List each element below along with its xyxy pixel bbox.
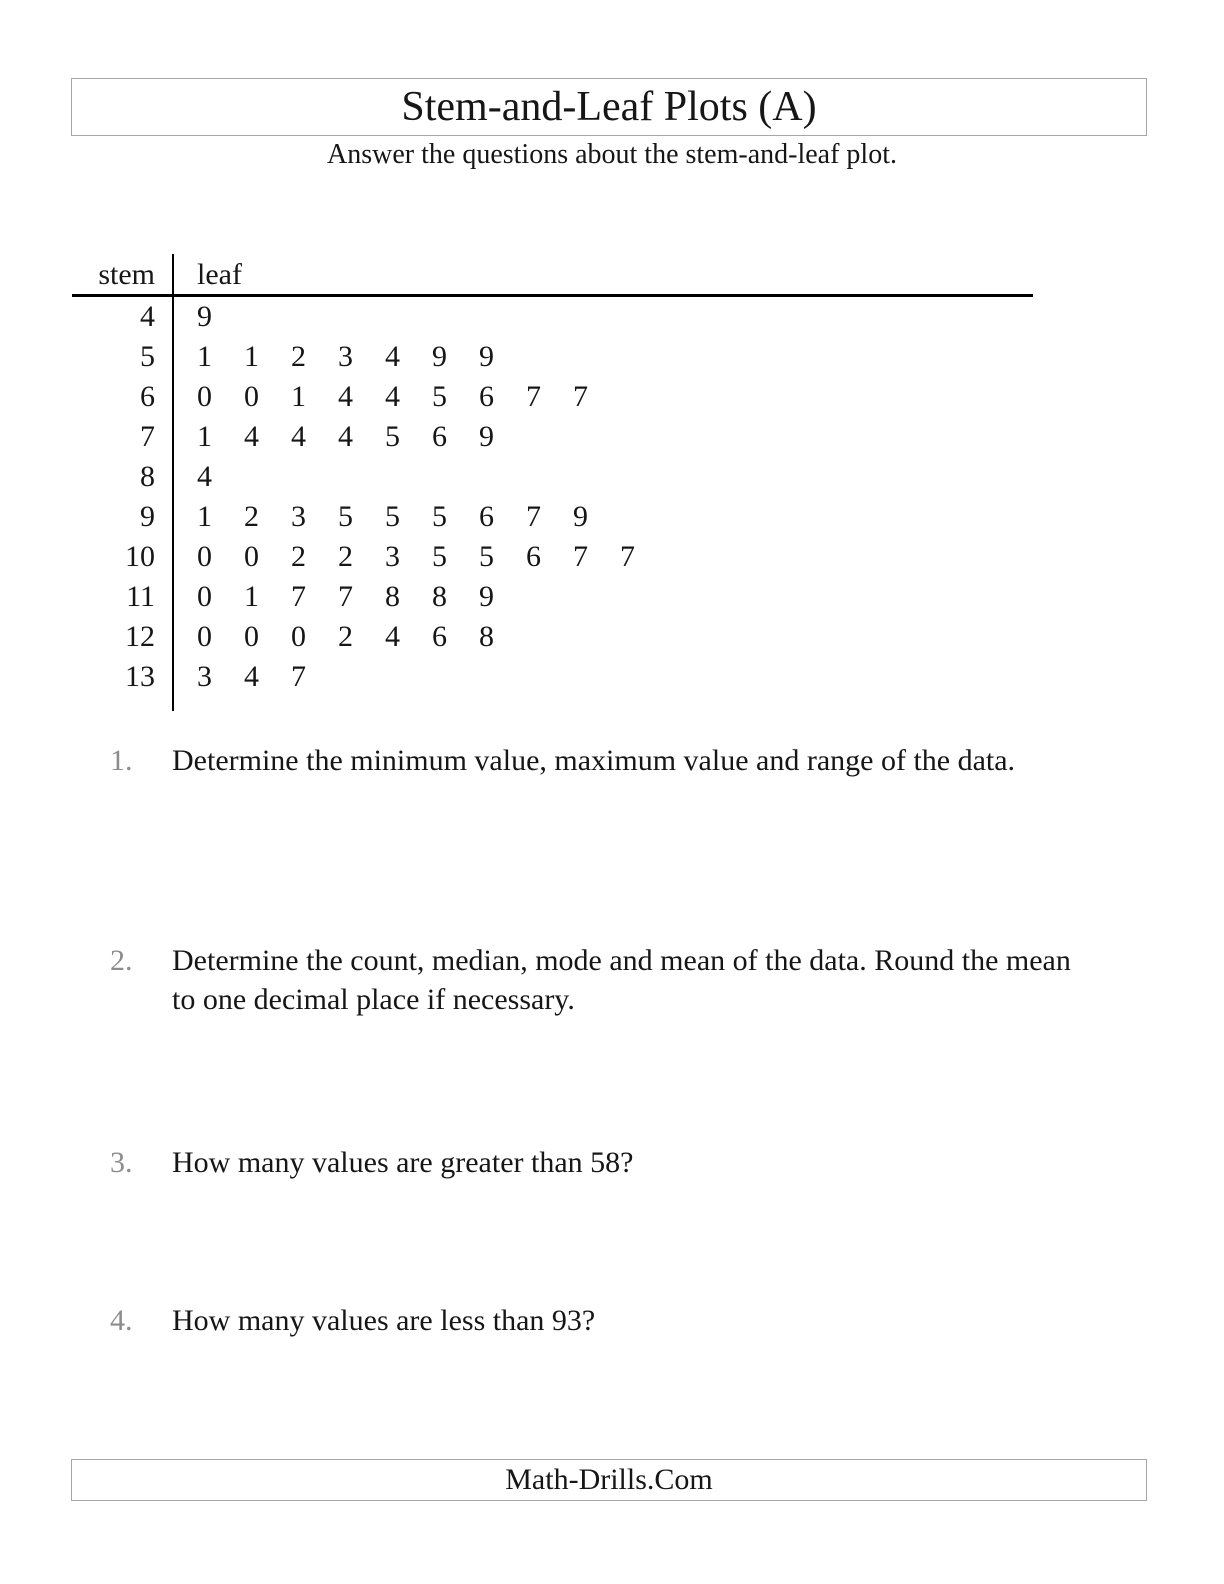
leaf-value: 4 xyxy=(338,380,353,413)
leaf-values xyxy=(172,657,1033,697)
stem-value: 9 xyxy=(140,500,155,533)
plot-row xyxy=(72,377,1033,417)
leaf-value: 1 xyxy=(244,580,259,613)
leaf-value: 5 xyxy=(479,540,494,573)
leaf-value: 2 xyxy=(338,620,353,653)
question-text: Determine the minimum value, maximum value and range of the data. xyxy=(172,744,1016,777)
leaf-value: 9 xyxy=(479,420,494,453)
leaf-value: 6 xyxy=(432,620,447,653)
question-number: 1. xyxy=(110,744,133,777)
leaf-value: 9 xyxy=(479,340,494,373)
leaf-value: 2 xyxy=(291,340,306,373)
leaf-value: 9 xyxy=(573,500,588,533)
leaf-values xyxy=(172,617,1033,657)
leaf-value: 3 xyxy=(291,500,306,533)
leaf-value: 9 xyxy=(197,300,212,333)
leaf-value: 6 xyxy=(479,380,494,413)
plot-rule-tail xyxy=(72,697,1033,711)
question-number: 4. xyxy=(110,1304,133,1337)
plot-row xyxy=(72,297,1033,337)
stem-value: 10 xyxy=(125,540,155,573)
leaf-value: 6 xyxy=(432,420,447,453)
title-box xyxy=(71,78,1147,136)
leaf-value: 6 xyxy=(479,500,494,533)
stem-value: 7 xyxy=(140,420,155,453)
question-number: 3. xyxy=(110,1146,133,1179)
question-4 xyxy=(110,1301,595,1340)
leaf-value: 2 xyxy=(291,540,306,573)
leaf-value: 4 xyxy=(291,420,306,453)
stem-value: 11 xyxy=(126,580,155,613)
leaf-value: 4 xyxy=(385,380,400,413)
leaf-values xyxy=(172,537,1033,577)
stem-column-label: stem xyxy=(98,258,155,291)
leaf-values xyxy=(172,417,1033,457)
leaf-value: 0 xyxy=(244,540,259,573)
leaf-value: 2 xyxy=(244,500,259,533)
leaf-value: 7 xyxy=(620,540,635,573)
leaf-value: 7 xyxy=(291,660,306,693)
plot-row xyxy=(72,537,1033,577)
leaf-values xyxy=(172,337,1033,377)
leaf-value: 4 xyxy=(244,420,259,453)
leaf-value: 4 xyxy=(385,620,400,653)
leaf-value: 5 xyxy=(338,500,353,533)
stem-value: 5 xyxy=(140,340,155,373)
leaf-value: 0 xyxy=(197,540,212,573)
leaf-value: 1 xyxy=(197,340,212,373)
leaf-value: 0 xyxy=(197,620,212,653)
leaf-value: 7 xyxy=(526,500,541,533)
leaf-value: 4 xyxy=(244,660,259,693)
plot-row xyxy=(72,577,1033,617)
leaf-value: 4 xyxy=(385,340,400,373)
leaf-value: 1 xyxy=(197,420,212,453)
leaf-value: 6 xyxy=(526,540,541,573)
leaf-value: 0 xyxy=(291,620,306,653)
leaf-value: 7 xyxy=(573,380,588,413)
question-2 xyxy=(110,941,1072,1019)
leaf-value: 0 xyxy=(197,380,212,413)
leaf-value: 3 xyxy=(197,660,212,693)
leaf-value: 4 xyxy=(197,460,212,493)
leaf-value: 3 xyxy=(338,340,353,373)
leaf-values xyxy=(172,377,1033,417)
plot-row xyxy=(72,497,1033,537)
leaf-value: 7 xyxy=(291,580,306,613)
leaf-values xyxy=(172,297,1033,337)
question-text: Determine the count, median, mode and mean of the data. Round the mean to one decimal place if necessary. xyxy=(172,944,1071,1016)
leaf-value: 5 xyxy=(432,500,447,533)
stem-value: 8 xyxy=(140,460,155,493)
question-1 xyxy=(110,741,1015,780)
stem-value: 4 xyxy=(140,300,155,333)
leaf-value: 7 xyxy=(573,540,588,573)
leaf-value: 0 xyxy=(244,380,259,413)
leaf-value: 5 xyxy=(432,380,447,413)
leaf-value: 0 xyxy=(197,580,212,613)
leaf-value: 7 xyxy=(338,580,353,613)
plot-row xyxy=(72,617,1033,657)
leaf-values xyxy=(172,457,1033,497)
leaf-value: 1 xyxy=(291,380,306,413)
stem-and-leaf-plot xyxy=(72,254,1033,711)
leaf-value: 1 xyxy=(197,500,212,533)
leaf-value: 5 xyxy=(385,500,400,533)
question-text: How many values are greater than 58? xyxy=(172,1146,634,1179)
leaf-values xyxy=(172,577,1033,617)
leaf-value: 7 xyxy=(526,380,541,413)
leaf-value: 8 xyxy=(479,620,494,653)
page-subtitle: Answer the questions about the stem-and-leaf plot. xyxy=(327,139,897,170)
stem-value: 6 xyxy=(140,380,155,413)
leaf-value: 5 xyxy=(432,540,447,573)
plot-row xyxy=(72,457,1033,497)
plot-rows xyxy=(72,297,1033,711)
leaf-value: 5 xyxy=(385,420,400,453)
plot-row xyxy=(72,417,1033,457)
leaf-column-label: leaf xyxy=(172,254,1033,294)
leaf-value: 0 xyxy=(244,620,259,653)
question-3 xyxy=(110,1143,633,1182)
footer-box xyxy=(71,1459,1147,1501)
leaf-value: 2 xyxy=(338,540,353,573)
page-title: Stem-and-Leaf Plots (A) xyxy=(401,84,817,130)
footer-brand: Math-Drills.Com xyxy=(505,1463,713,1496)
plot-header xyxy=(72,254,1033,297)
leaf-values xyxy=(172,497,1033,537)
question-text: How many values are less than 93? xyxy=(172,1304,596,1337)
stem-value: 12 xyxy=(125,620,155,653)
question-number: 2. xyxy=(110,944,133,977)
leaf-value: 8 xyxy=(432,580,447,613)
stem-value: 13 xyxy=(125,660,155,693)
leaf-value: 8 xyxy=(385,580,400,613)
leaf-value: 4 xyxy=(338,420,353,453)
leaf-value: 3 xyxy=(385,540,400,573)
leaf-value: 9 xyxy=(432,340,447,373)
leaf-value: 9 xyxy=(479,580,494,613)
plot-row xyxy=(72,337,1033,377)
leaf-value: 1 xyxy=(244,340,259,373)
plot-row xyxy=(72,657,1033,697)
